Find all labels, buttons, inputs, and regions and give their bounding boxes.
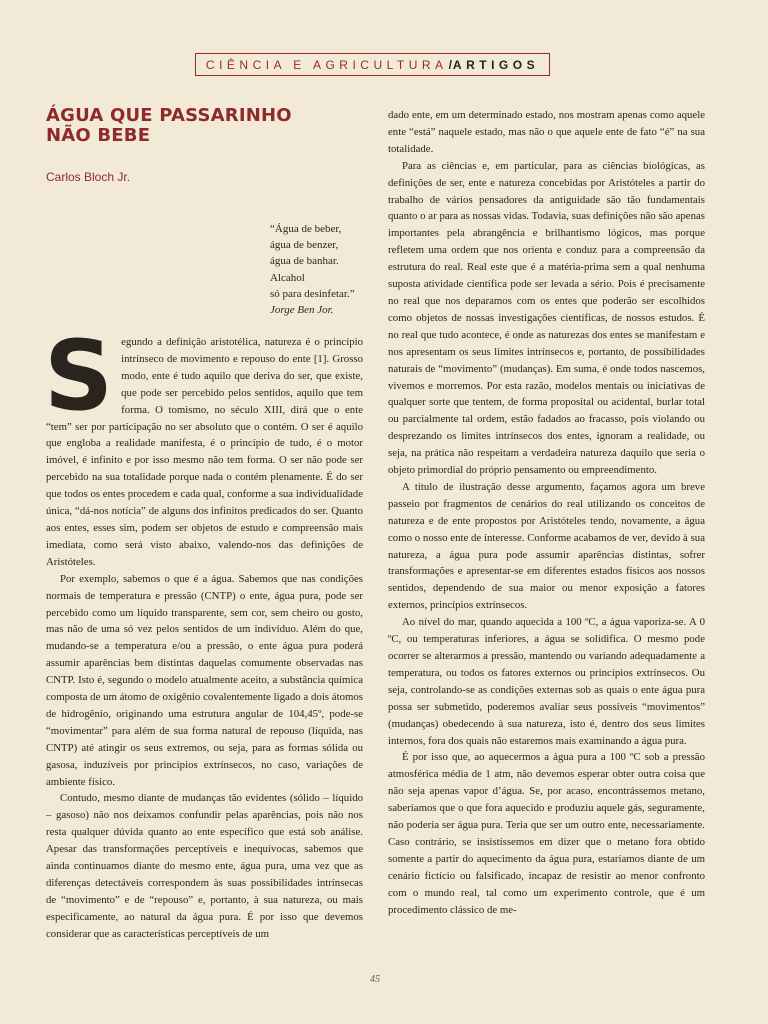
article-title: ÁGUA QUE PASSARINHO NÃO BEBE: [46, 105, 292, 146]
body-paragraph: É por isso que, ao aquecermos a água pura a 100 ºC sob a pressão atmosférica média de 1 atm, não devemos esperar obter outra coisa que não seja apenas vapor d’água. Se, por acaso, encontrássemos metano, saberíamos que o que fora aquecido e produziu aquele gás, seguramente, não poderia ser água pura. Teria que ser um outro ente, necessariamente. Caso contrário, se insistíssemos em dizer que o metano fora obtido somente a partir do aquecimento da água pura, estaríamos diante de um cenário fictício ou falsificado, incapaz de resistir ao menor confronto com o mundo real, tal como um experimento controle, que é um procedimento clássico de me-: [388, 751, 705, 916]
article-author: Carlos Bloch Jr.: [46, 170, 131, 184]
body-paragraph: Por exemplo, sabemos o que é a água. Sabemos que nas condições normais de temperatura e pressão (CNTP) o ente, água pura, pode ser percebido como um líquido transparente, sem cor, sem cheiro ou gosto, mas não de uma só vez pelos sentidos de um indivíduo. Além do que, mudando-se a temperatura e/ou a pressão, o ente água pura poderá assumir aparências bem distintas daquelas comumente observadas nas CNTP. Isto é, segundo o modelo atualmente aceito, a substância química composta de um átomo de oxigênio covalentemente ligado a dois átomos de hidrogênio, originando uma estrutura angular de 104,45º, pode-se “movimentar” para além de sua forma natural de repouso (líquida, nas CNTP) até atingir os seus extremos, ou seja, para as formas sólida ou gasosa, induzíveis por princípios extrínsecos, no caso, variações de ambiente físico.: [46, 572, 363, 788]
epigraph-attribution: Jorge Ben Jor.: [270, 304, 334, 317]
epigraph-line: água de benzer,: [270, 239, 339, 252]
left-column: [44, 320, 363, 943]
section-header: [195, 53, 550, 76]
body-paragraph: egundo a definição aristotélica, natureza é o princípio intrínseco de movimento e repouso do ente [1]. Grosso modo, ente é tudo aquilo que deriva do ser, que existe, que pode ser percebido pelos sentidos, aquilo que tem forma. O tomismo, no século XIII, dirá que o ente “tem” ser por participação no ser absoluto que o contém. O ser é aquilo que engloba a realidade manifesta, é o princípio de tudo, é o motor imóvel, é infinito e por isso mesmo não tem forma. O ser não pode ser percebido na sua totalidade porque nada o contém plenamente. É do ser que todos os entes procedem e cada qual, conforme a sua individualidade única, “dá-nos notícia” de alguns dos infinitos predicados do ser. Quanto aos entes, esses sim, podem ser objetos de estudo e compreensão mais imediata, como será visto abaixo, valendo-nos das definições de Aristóteles.: [46, 336, 363, 568]
right-column: [388, 107, 705, 919]
body-paragraph: Ao nível do mar, quando aquecida a 100 ºC, a água vaporiza-se. A 0 ºC, ou temperaturas inferiores, a água se solidifica. O mesmo pode ocorrer se alterarmos a pressão, mantendo ou variando adequadamente a temperatura, ou todos os fatores externos ou princípios extrínsecos. Ou seja, controlando-se as condições externas sob as quais o ente água pura possa ser submetido, poderemos avaliar seus possíveis “movimentos” (mudanças) obedecendo à sua natureza, isto é, dentro dos seus limites internos, fora dos quais não estaremos mais examinando a água pura.: [388, 616, 705, 747]
epigraph-line: Alcahol: [270, 271, 305, 284]
body-paragraph: Contudo, mesmo diante de mudanças tão evidentes (sólido – líquido – gasoso) não nos deixamos confundir pelas aparências, pois não nos resta qualquer dúvida quanto ao ente específico que está sob análise. Apesar das transformações perceptíveis e inequívocas, sabemos que ainda continuamos diante do mesmo ente, água pura, uma vez que as diferenças detectáveis correspondem às suas possibilidades intrínsecas de “movimento” e de “repouso” e, portanto, à sua natureza, ou mais especificamente, ao natural da água pura. É por isso que devemos considerar que as características perceptíveis de um: [46, 792, 363, 940]
epigraph: [270, 221, 380, 318]
section-category: ARTIGOS: [452, 57, 540, 72]
section-separator: /: [448, 57, 452, 72]
section-name: CIÊNCIA E AGRICULTURA: [205, 57, 448, 72]
page-number: 45: [370, 974, 380, 985]
body-paragraph: dado ente, em um determinado estado, nos mostram apenas como aquele ente “está” naquele estado, mas não o que aquele ente de fato “é” na sua totalidade.: [388, 109, 705, 155]
epigraph-line: só para desinfetar.”: [270, 287, 355, 300]
epigraph-line: água de banhar.: [270, 255, 339, 268]
body-paragraph: A título de ilustração desse argumento, façamos agora um breve passeio por fragmentos de cenários do real utilizando os conceitos de natureza e de ente propostos por Aristóteles tendo, novamente, a água como o nosso ente de interesse. Conforme acabamos de ver, devido à sua natureza, a água pura pode assumir aparências distintas, sofrer transformações e apresentar-se em diferentes estados físicos aos nossos sentidos, dependendo de sua maior ou menor exposição a fatores externos, princípios extrínsecos.: [388, 480, 705, 612]
body-paragraph: Para as ciências e, em particular, para as ciências biológicas, as definições de ser, ente e natureza concebidas por Aristóteles a partir do trabalho de vários pensadores da antiguidade são tão fundamentais quanto o ar para as nossas vidas. Todavia, suas definições não são apenas importantes pela abrangência e brilhantismo lógicos, mas porque refletem uma ordem que nos orienta e conduz para a compreensão da estrutura do real. Real este que é a matéria-prima sem a qual nenhuma suposta atividade científica pode ser levada a sério. Pois é precisamente no real que nos deparamos com os entes que poderão ser escolhidos como objetos de nossas investigações científicas, de nossos estudos. É no real que tudo acontece, é onde as naturezas dos entes se manifestam e nos apresentam os seus limites intrínsecos e, portanto, de possibilidades naturais de “movimento” (mudanças). Em suma, é onde todos nascemos, vivemos e morremos. Por esta razão, modelos mentais ou iniciativas de qualquer sorte que tentem, de forma proposital ou acidental, burlar total ou parcialmente tal ordem, estão fadados ao fracasso, pois violando ou desprezando os limites intrínsecos dos entes, ignoram a realidade, ou seja, na prática não respeitam a verdadeira natureza daquilo que seria o objeto primordial do próprio pensamento ou empreendimento.: [388, 159, 705, 477]
drop-cap: S: [44, 320, 114, 432]
epigraph-line: “Água de beber,: [270, 223, 342, 235]
